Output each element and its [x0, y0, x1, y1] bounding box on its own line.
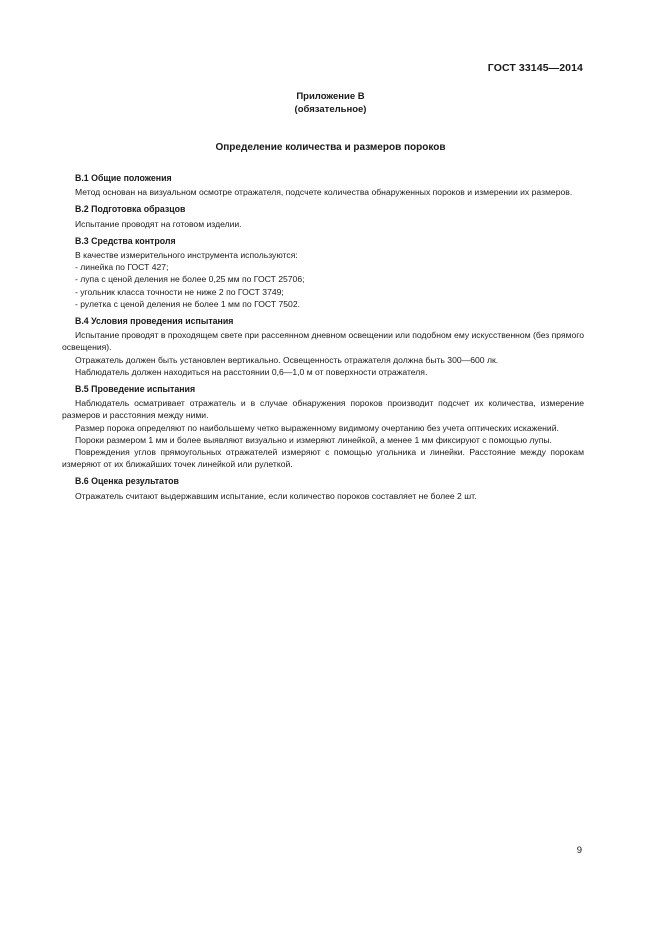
- list-item: - лупа с ценой деления не более 0,25 мм по ГОСТ 25706;: [75, 274, 305, 285]
- paragraph: Размер порока определяют по наибольшему четко выраженному видимому очертанию без учета оптических искажений.: [75, 422, 559, 433]
- paragraph: Метод основан на визуальном осмотре отражателя, подсчете количества обнаруженных пороков и измерении их размеров.: [75, 187, 573, 198]
- section-title: В.1 Общие положения: [75, 173, 172, 183]
- page-number: 9: [576, 845, 582, 856]
- section-title: В.6 Оценка результатов: [75, 476, 179, 487]
- document-code: ГОСТ 33145—2014: [487, 62, 583, 74]
- appendix-label: Приложение В: [296, 91, 365, 102]
- section-b4: [62, 315, 584, 378]
- paragraph: Наблюдатель осматривает отражатель и в случае обнаружения пороков производит подсчет их количества, измерение размеров и расстояния между ними.: [62, 398, 584, 421]
- paragraph: Испытание проводят в проходящем свете при рассеянном дневном освещении или подобном ему искусственном (без прямого освещения).: [62, 330, 585, 353]
- section-title: В.3 Средства контроля: [75, 235, 176, 246]
- list-item: - угольник класса точности не ниже 2 по ГОСТ 3749;: [75, 286, 284, 297]
- section-title: В.5 Проведение испытания: [75, 384, 196, 395]
- paragraph: Испытание проводят на готовом изделии.: [75, 218, 242, 229]
- paragraph: Наблюдатель должен находиться на расстоянии 0,6—1,0 м от поверхности отражателя.: [75, 366, 428, 377]
- document-body: [62, 172, 584, 507]
- list-item: - рулетка с ценой деления не более 1 мм по ГОСТ 7502.: [75, 298, 300, 309]
- paragraph: В качестве измерительного инструмента используются:: [75, 250, 298, 261]
- section-b1: [62, 172, 584, 198]
- section-b6: [62, 475, 584, 501]
- list-item: - линейка по ГОСТ 427;: [75, 262, 169, 273]
- appendix-title: Определение количества и размеров пороков: [215, 142, 446, 153]
- paragraph: Повреждения углов прямоугольных отражателей измеряют с помощью угольника и линейки. Расстояние между порокам измеряют от их ближайших точек линейкой или рулеткой.: [62, 447, 584, 470]
- section-title: В.2 Подготовка образцов: [75, 204, 186, 215]
- paragraph: Отражатель должен быть установлен вертикально. Освещенность отражателя должна быть 300—600 лк.: [75, 354, 499, 365]
- section-b3: [62, 235, 584, 310]
- paragraph: Отражатель считают выдержавшим испытание, если количество пороков составляет не более 2 шт.: [75, 490, 477, 501]
- section-title: В.4 Условия проведения испытания: [75, 316, 234, 327]
- section-b2: [62, 203, 584, 229]
- section-b5: [62, 383, 584, 470]
- appendix-note: (обязательное): [294, 104, 367, 115]
- paragraph: Пороки размером 1 мм и более выявляют визуально и измеряют линейкой, а менее 1 мм фиксируют с помощью лупы.: [75, 434, 552, 445]
- appendix-heading: [0, 90, 661, 116]
